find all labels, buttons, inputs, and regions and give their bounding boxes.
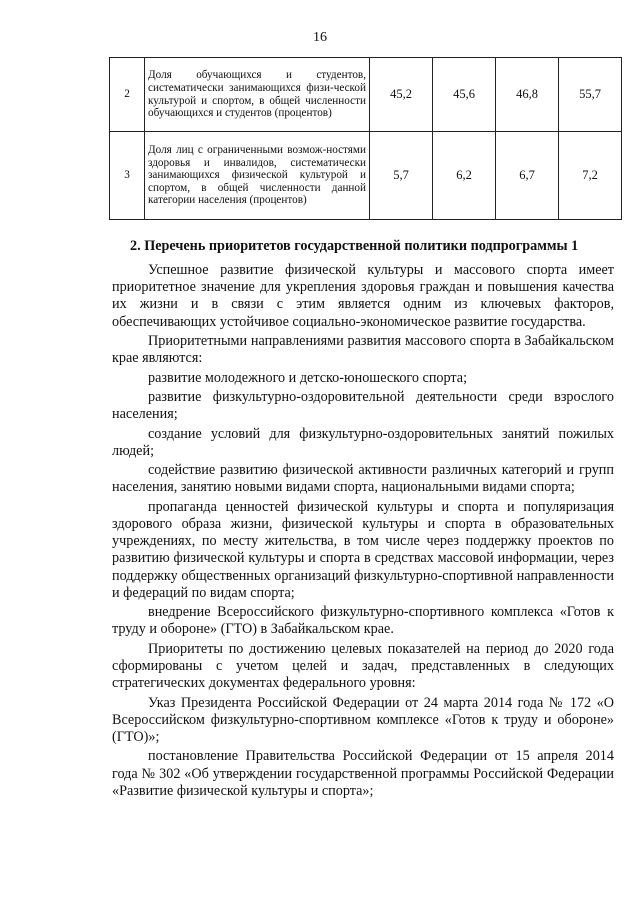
indicator-value: 46,8: [496, 58, 559, 132]
list-item: внедрение Всероссийского физкультурно-спортивного комплекса «Готов к труду и обороне» (ГТО) в Забайкальском крае.: [112, 604, 614, 638]
indicator-value: 45,2: [370, 58, 433, 132]
row-number: 2: [110, 58, 145, 132]
row-number: 3: [110, 132, 145, 220]
section-title: 2. Перечень приоритетов государственной политики подпрограммы 1: [130, 238, 579, 254]
table-row: [110, 132, 622, 220]
paragraph: Успешное развитие физической культуры и массового спорта имеет приоритетное значение для укрепления здоровья граждан и повышения качества их жизни и в связи с этим является одним из ключевых факторов, обеспечивающих устойчивое социально-экономическое развитие государства.: [112, 262, 614, 330]
indicator-value: 7,2: [559, 132, 622, 220]
list-item: развитие молодежного и детско-юношеского спорта;: [148, 369, 468, 386]
list-item: развитие физкультурно-оздоровительной деятельности среди взрослого населения;: [112, 388, 614, 423]
indicator-value: 6,2: [433, 132, 496, 220]
indicator-value: 45,6: [433, 58, 496, 132]
page-number: 16: [313, 30, 327, 45]
table-row: [110, 58, 622, 132]
list-item: пропаганда ценностей физической культуры и спорта и популяризация здорового образа жизни, физической культуры и спорта в образовательных учреждениях, по месту жительства, в том числе через поддержку проектов по развитию физической культуры и спорта в средствах массовой информации, через поддержку общественных организаций физкультурно-спортивной направленности и федераций по видам спорта;: [112, 498, 614, 601]
body-text: [112, 262, 614, 802]
list-item: содействие развитию физической активности различных категорий и групп населения, занятию новыми видами спорта, национальными видами спорта;: [112, 462, 614, 496]
indicators-table: [109, 57, 622, 220]
list-item: Указ Президента Российской Федерации от 24 марта 2014 года № 172 «О Всероссийском физкультурно-спортивном комплексе «Готов к труду и обороне» (ГТО)»;: [112, 694, 614, 745]
paragraph: Приоритеты по достижению целевых показателей на период до 2020 года сформированы с учетом целей и задач, представленных в следующих стратегических документах федерального уровня:: [112, 640, 614, 692]
list-item: постановление Правительства Российской Федерации от 15 апреля 2014 года № 302 «Об утверждении государственной программы Российской Федерации «Развитие физической культуры и спорта»;: [112, 748, 614, 799]
indicator-value: 55,7: [559, 58, 622, 132]
indicator-description: Доля обучающихся и студентов, систематически занимающихся физи-ческой культурой и спортом, в общей численности обучающихся и студентов (процентов): [145, 58, 370, 132]
indicator-value: 5,7: [370, 132, 433, 220]
paragraph: Приоритетными направлениями развития массового спорта в Забайкальском крае являются:: [112, 333, 614, 367]
indicator-value: 6,7: [496, 132, 559, 220]
list-item: создание условий для физкультурно-оздоровительных занятий пожилых людей;: [112, 425, 614, 459]
indicator-description: Доля лиц с ограниченными возмож-ностями здоровья и инвалидов, систематически занимающихся физической культурой и спортом, в общей численности данной категории населения (процентов): [145, 132, 370, 220]
